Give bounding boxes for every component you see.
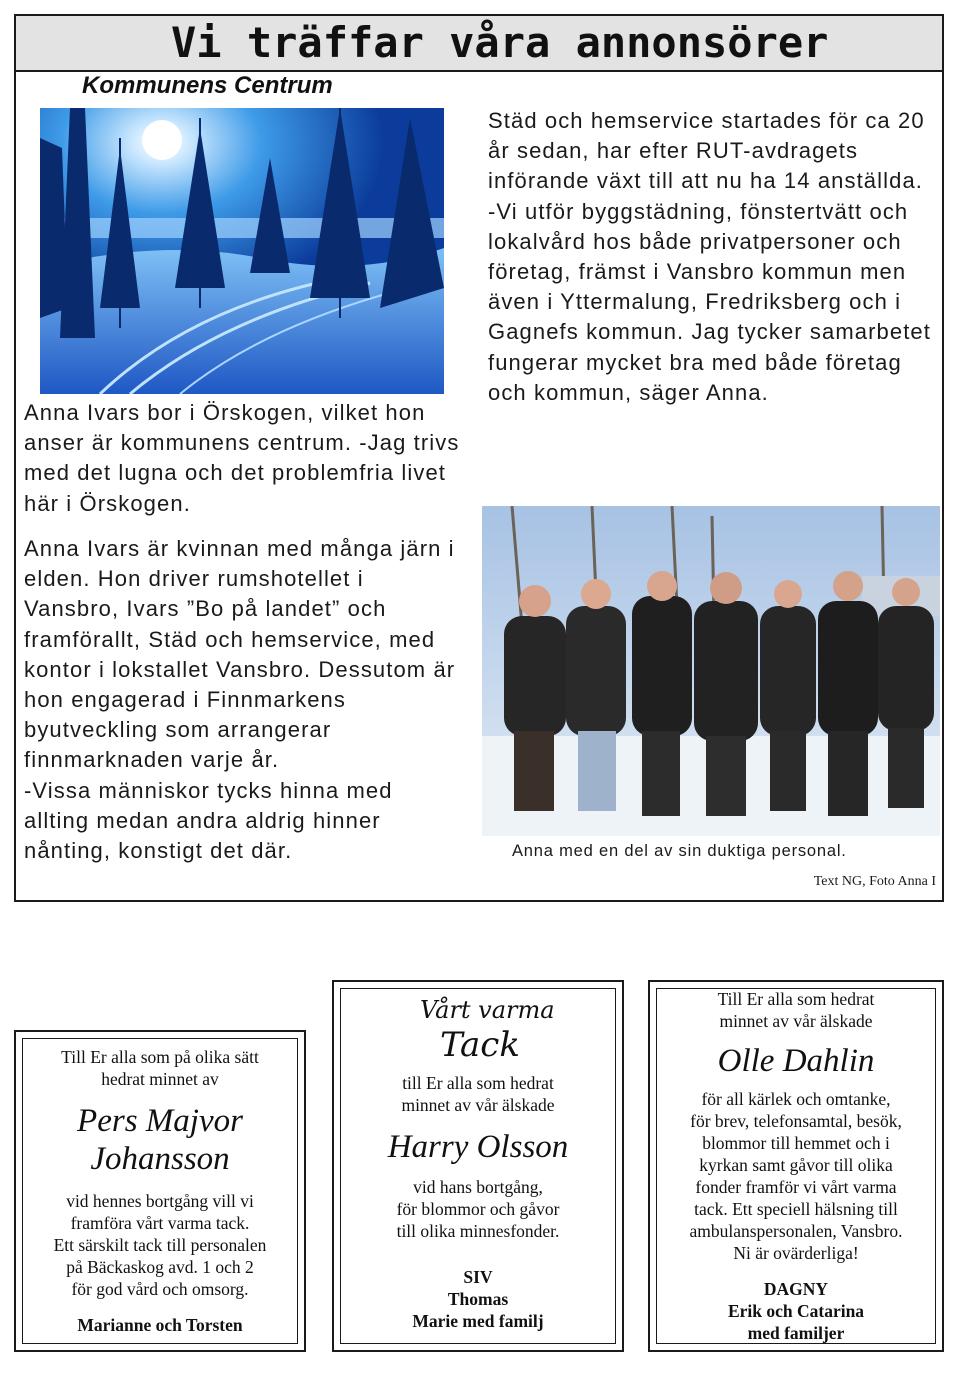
notice-intro: minnet av vår älskade bbox=[719, 1011, 873, 1031]
left-paragraph-1: Anna Ivars bor i Örskogen, vilket hon anser är kommunens centrum. -Jag trivs med det lugna och det problemfria livet här i Örskogen. bbox=[24, 400, 460, 516]
notice-text: för all kärlek och omtanke, bbox=[701, 1089, 891, 1109]
notice-signature: Marie med familj bbox=[412, 1311, 544, 1331]
right-paragraph-1: Städ och hemservice startades för ca 20 år sedan, har efter RUT-avdragets införande växt till att nu ha 14 anställda. bbox=[488, 108, 925, 194]
right-paragraph-2: -Vi utför byggstädning, fönstertvätt och lokalvård hos både privatpersoner och företag, främst i Vansbro kommun men även i Yttermalung, Fredriksberg och i Gagnefs kommun. Jag tycker samarbetet fungerar mycket bra med både företag och kommun, säger Anna. bbox=[488, 198, 931, 405]
right-column-text bbox=[488, 106, 932, 408]
notice-intro: Till Er alla som hedrat bbox=[717, 989, 875, 1009]
thank-you-notice-1 bbox=[14, 1030, 306, 1352]
notice-header-tack: Tack bbox=[440, 1025, 520, 1065]
notice-text: Ni är ovärderliga! bbox=[733, 1243, 859, 1263]
notice-deceased-name: Pers Majvor bbox=[77, 1103, 243, 1139]
photo-caption: Anna med en del av sin duktiga personal. bbox=[512, 842, 847, 860]
notice-text: för brev, telefonsamtal, besök, bbox=[690, 1111, 902, 1131]
notice-text: ambulanspersonalen, Vansbro. bbox=[689, 1221, 903, 1241]
thank-you-notice-3 bbox=[648, 980, 944, 1352]
notice-signature: Erik och Catarina bbox=[727, 1301, 865, 1321]
notice-text: vid hans bortgång, bbox=[413, 1177, 543, 1197]
left-paragraph-2: Anna Ivars är kvinnan med många järn i elden. Hon driver rumshotellet i Vansbro, Ivars ”Bo på landet” och framförallt, Städ och hemservice, med kontor i lokstallet Vansbro. Dessutom är hon engagerad i Finnmarkens byutveckling som arrangerar finnmarknaden varje år. bbox=[24, 536, 456, 773]
notice-text: för blommor och gåvor bbox=[396, 1199, 560, 1219]
notice-text: tack. Ett speciell hälsning till bbox=[694, 1199, 898, 1219]
article-kicker: Kommunens Centrum bbox=[82, 72, 333, 99]
banner-title: Vi träffar våra annonsörer bbox=[171, 18, 829, 67]
notice-text: vid hennes bortgång vill vi bbox=[66, 1191, 254, 1211]
notice-text: fonder framför vi vårt varma bbox=[695, 1177, 897, 1197]
notice-intro: Till Er alla som på olika sätt bbox=[61, 1047, 259, 1067]
notice-deceased-name: Johansson bbox=[90, 1141, 230, 1177]
notice-signature: med familjer bbox=[747, 1323, 845, 1343]
notice-text: framföra vårt varma tack. bbox=[70, 1213, 250, 1233]
left-paragraph-3: -Vissa människor tycks hinna med allting medan andra aldrig hinner nånting, konstigt det där. bbox=[24, 777, 393, 864]
notice-text: kyrkan samt gåvor till olika bbox=[699, 1155, 893, 1175]
notice-deceased-name: Harry Olsson bbox=[387, 1129, 569, 1165]
notice-signature: DAGNY bbox=[763, 1279, 829, 1299]
notice-signature: Thomas bbox=[447, 1289, 509, 1309]
article-box bbox=[14, 14, 944, 902]
article-banner bbox=[16, 16, 942, 72]
notice-intro: till Er alla som hedrat bbox=[402, 1073, 554, 1093]
notice-text: för god vård och omsorg. bbox=[71, 1279, 249, 1299]
notice-intro: minnet av vår älskade bbox=[401, 1095, 555, 1115]
notice-text: på Bäckaskog avd. 1 och 2 bbox=[66, 1257, 254, 1277]
thank-you-notice-2 bbox=[332, 980, 624, 1352]
winter-forest-photo bbox=[40, 108, 444, 394]
notice-text: Ett särskilt tack till personalen bbox=[53, 1235, 267, 1255]
notice-text: till olika minnesfonder. bbox=[396, 1221, 560, 1241]
left-column-text-2 bbox=[24, 534, 464, 866]
notice-text: blommor till hemmet och i bbox=[702, 1133, 890, 1153]
left-column-text-1 bbox=[24, 398, 464, 519]
notice-intro: hedrat minnet av bbox=[101, 1069, 219, 1089]
notice-signature: SIV bbox=[463, 1267, 493, 1287]
notice-signature: Marianne och Torsten bbox=[77, 1315, 243, 1335]
staff-group-photo bbox=[482, 506, 940, 836]
photo-credit: Text NG, Foto Anna I bbox=[813, 874, 936, 889]
notice-header: Vårt varma bbox=[420, 996, 555, 1024]
notice-deceased-name: Olle Dahlin bbox=[717, 1043, 875, 1079]
